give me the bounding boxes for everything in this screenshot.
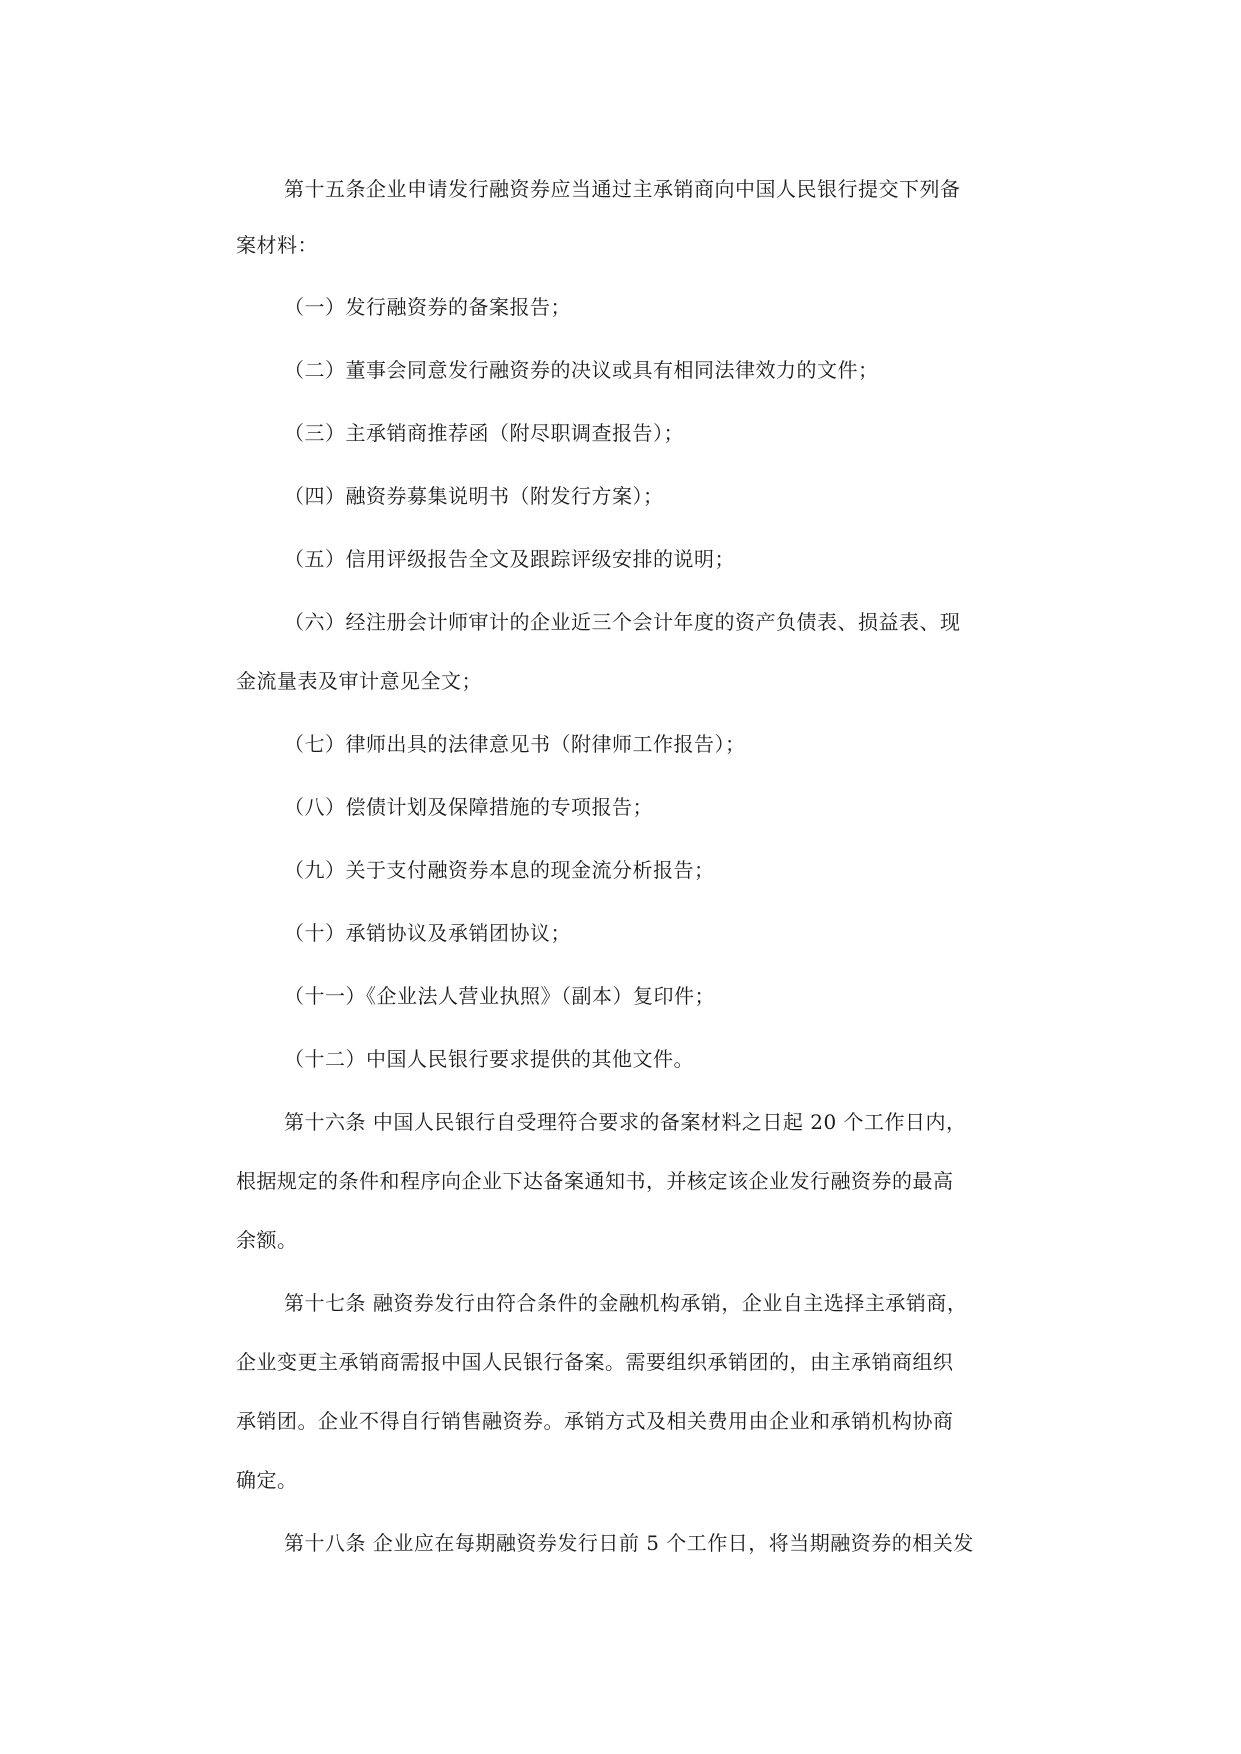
list-item-6-line-2: 金流量表及审计意见全文；	[236, 669, 482, 693]
list-item-11: （十一）《企业法人营业执照》（副本）复印件；	[284, 984, 715, 1008]
list-item-8: （八）偿债计划及保障措施的专项报告；	[284, 795, 653, 819]
list-item-1: （一）发行融资券的备案报告；	[284, 295, 571, 319]
list-item-6-line-1: （六）经注册会计师审计的企业近三个会计年度的资产负债表、损益表、现	[284, 610, 961, 634]
article-15-line-2: 案材料：	[236, 233, 318, 257]
article-16-line-1: 第十六条 中国人民银行自受理符合要求的备案材料之日起 20 个工作日内，	[284, 1110, 967, 1134]
article-17-line-2: 企业变更主承销商需报中国人民银行备案。需要组织承销团的，由主承销商组织	[236, 1350, 954, 1374]
article-16-line-3: 余额。	[236, 1228, 298, 1252]
article-18-line-1: 第十八条 企业应在每期融资券发行日前 5 个工作日，将当期融资券的相关发	[284, 1531, 974, 1555]
article-17-line-1: 第十七条 融资券发行由符合条件的金融机构承销，企业自主选择主承销商，	[284, 1291, 968, 1315]
article-16-line-2: 根据规定的条件和程序向企业下达备案通知书，并核定该企业发行融资券的最高	[236, 1169, 954, 1193]
list-item-4: （四）融资券募集说明书（附发行方案）；	[284, 484, 664, 508]
list-item-3: （三）主承销商推荐函（附尽职调查报告）；	[284, 421, 684, 445]
article-17-line-4: 确定。	[236, 1468, 298, 1492]
list-item-10: （十）承销协议及承销团协议；	[284, 921, 571, 945]
list-item-5: （五）信用评级报告全文及跟踪评级安排的说明；	[284, 547, 735, 571]
article-17-line-3: 承销团。企业不得自行销售融资券。承销方式及相关费用由企业和承销机构协商	[236, 1409, 954, 1433]
list-item-7: （七）律师出具的法律意见书（附律师工作报告）；	[284, 732, 746, 756]
list-item-12: （十二）中国人民银行要求提供的其他文件。	[284, 1047, 694, 1071]
list-item-2: （二）董事会同意发行融资券的决议或具有相同法律效力的文件；	[284, 358, 879, 382]
list-item-9: （九）关于支付融资券本息的现金流分析报告；	[284, 858, 715, 882]
article-15-line-1: 第十五条企业申请发行融资券应当通过主承销商向中国人民银行提交下列备	[284, 177, 961, 201]
